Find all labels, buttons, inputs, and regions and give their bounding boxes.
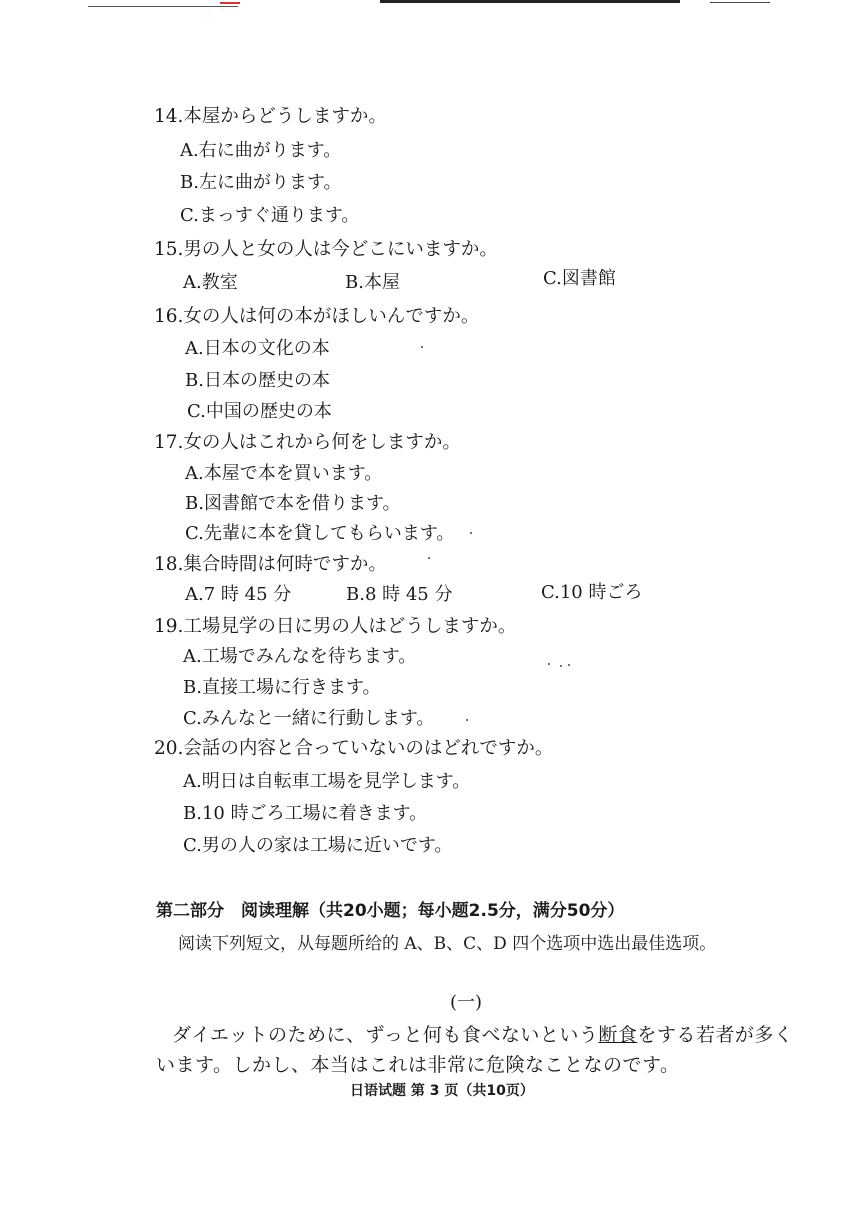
question-18-option-c: C.10 時ごろ — [541, 582, 643, 603]
question-20-option-c: C.男の人の家は工場に近いです。 — [183, 835, 453, 856]
question-16-stem: 16.女の人は何の本がほしいんですか。 — [154, 306, 480, 327]
question-17-option-a: A.本屋で本を買います。 — [185, 463, 383, 484]
passage-line-1-text: ダイエットのために、ずっと何も食べないという — [172, 1024, 599, 1046]
question-15-option-b: B.本屋 — [345, 272, 400, 293]
question-17-option-b: B.図書館で本を借ります。 — [185, 493, 401, 514]
scan-speck — [548, 663, 550, 665]
question-14-stem: 14.本屋からどうしますか。 — [154, 106, 387, 127]
question-19-option-c: C.みんなと一緒に行動します。 — [183, 708, 435, 729]
question-19-option-a: A.工場でみんなを待ちます。 — [183, 646, 417, 667]
passage-line-1 — [172, 1020, 793, 1047]
subsection-heading: (一) — [450, 992, 483, 1013]
question-19-option-b: B.直接工場に行きます。 — [183, 677, 381, 698]
question-16-option-c: C.中国の歴史の本 — [187, 401, 332, 422]
scan-speck — [568, 664, 570, 666]
passage-underlined-term: 断食 — [598, 1024, 638, 1046]
question-17-stem: 17.女の人はこれから何をしますか。 — [154, 432, 461, 453]
question-18-options — [183, 584, 703, 606]
section-title: 第二部分 阅读理解（共20小题；每小题2.5分，满分50分） — [156, 901, 625, 921]
scan-speck — [466, 719, 468, 721]
question-20-option-b: B.10 時ごろ工場に着きます。 — [183, 803, 428, 824]
question-20-stem: 20.会話の内容と合っていないのはどれですか。 — [154, 738, 554, 759]
question-15-stem: 15.男の人と女の人は今どこにいますか。 — [154, 239, 498, 260]
question-15-options — [183, 268, 703, 294]
scan-artifact — [710, 2, 770, 3]
question-16-option-b: B.日本の歴史の本 — [185, 370, 330, 391]
section-instruction: 阅读下列短文，从每题所给的 A、B、C、D 四个选项中选出最佳选项。 — [178, 934, 717, 954]
scan-speck — [560, 665, 562, 667]
question-18-option-a: A.7 時 45 分 — [185, 584, 292, 605]
passage-line-1-text-end: をする若者が多く — [637, 1024, 794, 1046]
scan-artifact — [88, 6, 238, 7]
scan-artifact — [380, 0, 680, 3]
passage-line-2: います。しかし、本当はこれは非常に危険なことなのです。 — [156, 1054, 680, 1076]
question-18-option-b: B.8 時 45 分 — [346, 584, 453, 605]
question-14-option-a: A.右に曲がります。 — [180, 140, 342, 161]
scan-speck — [421, 346, 423, 348]
question-18-stem: 18.集合時間は何時ですか。 — [154, 554, 387, 575]
question-15-option-c: C.図書館 — [543, 268, 616, 289]
page-footer: 日语试题 第 3 页（共10页） — [350, 1083, 534, 1099]
question-20-option-a: A.明日は自転車工場を見学します。 — [183, 771, 471, 792]
question-17-option-c: C.先輩に本を貸してもらいます。 — [185, 523, 455, 544]
question-16-option-a: A.日本の文化の本 — [185, 338, 330, 359]
scan-artifact — [220, 2, 240, 4]
question-14-option-b: B.左に曲がります。 — [180, 172, 342, 193]
scan-speck — [428, 557, 430, 559]
question-14-option-c: C.まっすぐ通ります。 — [180, 205, 360, 226]
scan-speck — [470, 532, 472, 534]
question-15-option-a: A.教室 — [183, 272, 238, 293]
question-19-stem: 19.工場見学の日に男の人はどうしますか。 — [154, 616, 517, 637]
